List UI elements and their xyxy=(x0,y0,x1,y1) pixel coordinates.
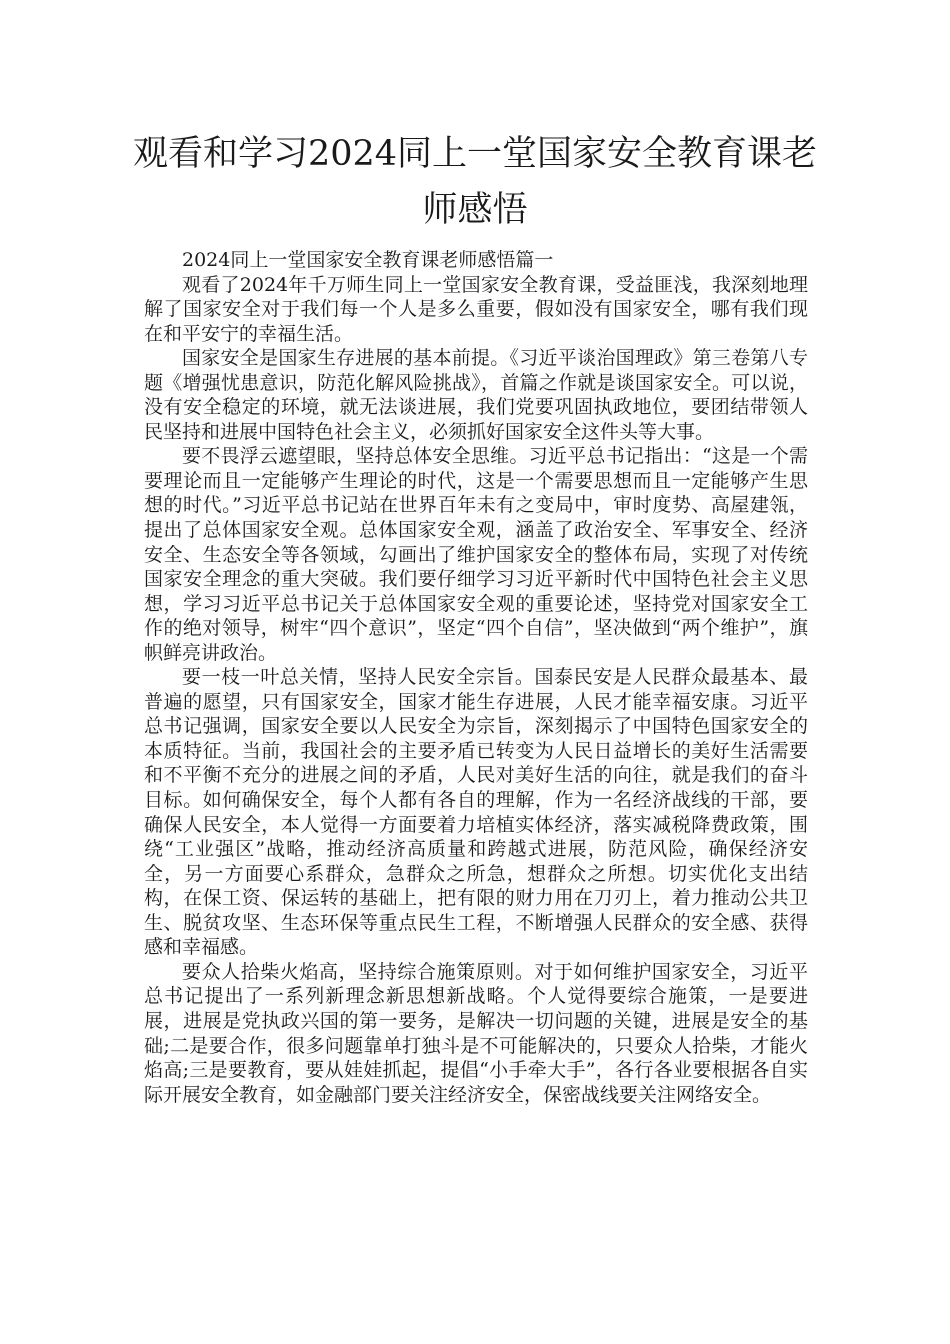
paragraph-4: 要一枝一叶总关情，坚持人民安全宗旨。国泰民安是人民群众最基本、最普遍的愿望，只有国家安全，国家才能生存进展，人民才能幸福安康。习近平总书记强调，国家安全要以人民安全为宗旨，深刻揭示了中国特色国家安全的本质特征。当前，我国社会的主要矛盾已转变为人民日益增长的美好生活需要和不平衡不充分的进展之间的矛盾，人民对美好生活的向往，就是我们的奋斗目标。如何确保安全，每个人都有各自的理解，作为一名经济战线的干部，要确保人民安全，本人觉得一方面要着力培植实体经济，落实减税降费政策，围绕“工业强区”战略，推动经济高质量和跨越式进展，防范风险，确保经济安全，另一方面要心系群众，急群众之所急，想群众之所想。切实优化支出结构，在保工资、保运转的基础上，把有限的财力用在刀刃上，着力推动公共卫生、脱贫攻坚、生态环保等重点民生工程，不断增强人民群众的安全感、获得感和幸福感。 xyxy=(144,666,808,959)
document-title: 观看和学习2024同上一堂国家安全教育课老师感悟 xyxy=(132,134,818,230)
paragraph-2: 国家安全是国家生存进展的基本前提。《习近平谈治国理政》第三卷第八专题《增强忧患意识，防范化解风险挑战》，首篇之作就是谈国家安全。可以说，没有安全稳定的环境，就无法谈进展，我们党要巩固执政地位，要团结带领人民坚持和进展中国特色社会主义，必须抓好国家安全这件头等大事。 xyxy=(144,347,808,443)
section-heading: 2024同上一堂国家安全教育课老师感悟篇一 xyxy=(182,249,554,271)
paragraph-3: 要不畏浮云遮望眼，坚持总体安全思维。习近平总书记指出：“这是一个需要理论而且一定能够产生理论的时代，这是一个需要思想而且一定能够产生思想的时代。”习近平总书记站在世界百年未有之变局中，审时度势、高屋建瓴，提出了总体国家安全观。总体国家安全观，涵盖了政治安全、军事安全、经济安全、生态安全等各领域，勾画出了维护国家安全的整体布局，实现了对传统国家安全理念的重大突破。我们要仔细学习习近平新时代中国特色社会主义思想，学习习近平总书记关于总体国家安全观的重要论述，坚持党对国家安全工作的绝对领导，树牢“四个意识”，坚定“四个自信”，坚决做到“两个维护”，旗帜鲜亮讲政治。 xyxy=(144,445,808,664)
document-body xyxy=(144,248,808,1107)
paragraph-5: 要众人拾柴火焰高，坚持综合施策原则。对于如何维护国家安全，习近平总书记提出了一系列新理念新思想新战略。个人觉得要综合施策，一是要进展，进展是党执政兴国的第一要务，是解决一切问题的关键，进展是安全的基础;二是要合作，很多问题靠单打独斗是不可能解决的，只要众人拾柴，才能火焰高;三是要教育，要从娃娃抓起，提倡“小手牵大手”，各行各业要根据各自实际开展安全教育，如金融部门要关注经济安全，保密战线要关注网络安全。 xyxy=(144,960,808,1106)
paragraph-1: 观看了2024年千万师生同上一堂国家安全教育课，受益匪浅，我深刻地理解了国家安全对于我们每一个人是多么重要，假如没有国家安全，哪有我们现在和平安宁的幸福生活。 xyxy=(144,273,808,345)
